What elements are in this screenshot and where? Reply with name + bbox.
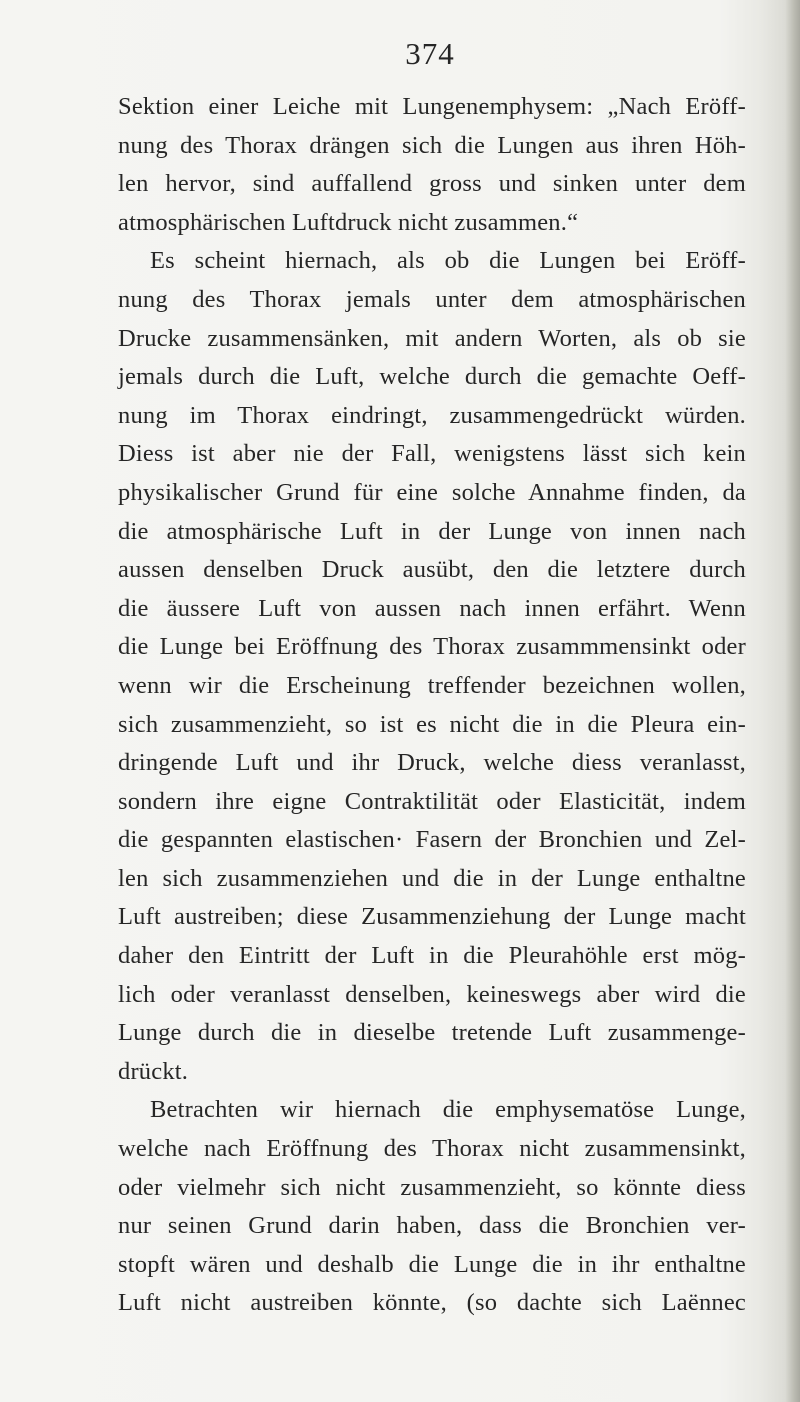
text-line: die gespannten elastischen· Fasern der Bronchien und Zel- (118, 826, 746, 854)
text-line: die äussere Luft von aussen nach innen erfährt. Wenn (118, 594, 746, 622)
text-line: drückt. (118, 1057, 189, 1085)
text-line: jemals durch die Luft, welche durch die gemachte Oeff- (118, 363, 746, 391)
text-line: nung des Thorax jemals unter dem atmosphärischen (118, 285, 746, 313)
text-line: physikalischer Grund für eine solche Annahme finden, da (118, 478, 746, 506)
text-line: stopft wären und deshalb die Lunge die in ihr enthaltne (118, 1250, 746, 1278)
text-line: welche nach Eröffnung des Thorax nicht zusammensinkt, (118, 1135, 746, 1163)
text-line: nung im Thorax eindringt, zusammengedrückt würden. (118, 401, 746, 429)
text-line: dringende Luft und ihr Druck, welche diess veranlasst, (118, 749, 746, 777)
text-line: Luft austreiben; diese Zusammenziehung der Lunge macht (118, 903, 746, 931)
text-line: Es scheint hiernach, als ob die Lungen bei Eröff- (150, 247, 746, 275)
text-line: sich zusammenzieht, so ist es nicht die in die Pleura ein- (118, 710, 746, 738)
text-line: die Lunge bei Eröffnung des Thorax zusammmensinkt oder (118, 633, 746, 661)
text-line: Lunge durch die in dieselbe tretende Luft zusammenge- (118, 1019, 746, 1047)
text-line: lich oder veranlasst denselben, keineswegs aber wird die (118, 980, 746, 1008)
text-line: Drucke zusammensänken, mit andern Worten, als ob sie (118, 324, 746, 352)
text-line: Diess ist aber nie der Fall, wenigstens lässt sich kein (118, 440, 746, 468)
text-line: sondern ihre eigne Contraktilität oder Elasticität, indem (118, 787, 746, 815)
text-line: nur seinen Grund darin haben, dass die Bronchien ver- (118, 1212, 746, 1240)
text-line: die atmosphärische Luft in der Lunge von innen nach (118, 517, 746, 545)
text-line: len hervor, sind auffallend gross und sinken unter dem (118, 170, 746, 198)
text-line: Betrachten wir hiernach die emphysematöse Lunge, (150, 1096, 746, 1124)
text-line: Sektion einer Leiche mit Lungenemphysem: „Nach Eröff- (118, 93, 746, 120)
text-line: len sich zusammenziehen und die in der Lunge enthaltne (118, 864, 746, 892)
text-line: atmosphärischen Luftdruck nicht zusammen.“ (118, 208, 579, 236)
page-number: 374 (405, 36, 455, 71)
body-text (118, 88, 746, 1323)
page-edge-shadow (786, 0, 800, 1402)
text-line: oder vielmehr sich nicht zusammenzieht, so könnte diess (118, 1173, 746, 1201)
text-line: daher den Eintritt der Luft in die Pleurahöhle erst mög- (118, 942, 746, 970)
text-line: Luft nicht austreiben könnte, (so dachte sich Laënnec (118, 1289, 746, 1317)
text-line: nung des Thorax drängen sich die Lungen aus ihren Höh- (118, 131, 746, 159)
text-line: wenn wir die Erscheinung treffender bezeichnen wollen, (118, 671, 746, 699)
text-line: aussen denselben Druck ausübt, den die letztere durch (118, 556, 746, 584)
